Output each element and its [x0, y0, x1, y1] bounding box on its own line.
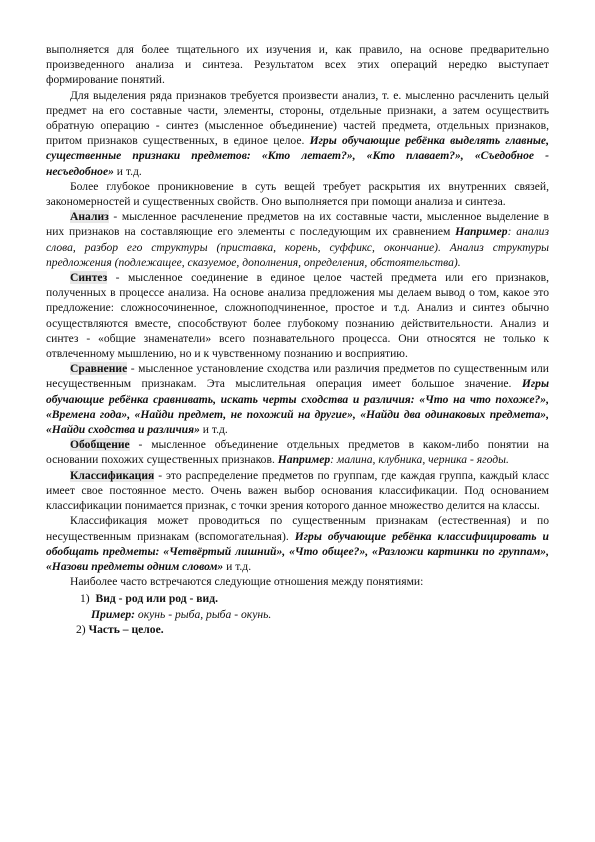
list-item-title: Часть – целое. — [88, 622, 164, 636]
definition-text: - это распределение предметов по группам, где каждая группа, каждый класс имеет свое постоянное место. Очень важен выбор основания классификации. Под основанием классификации понимается признак, с точки зрения которого данное множество делится на классы. — [46, 468, 549, 513]
paragraph-synthesis-definition — [46, 270, 549, 361]
paragraph-text: Классификация может проводиться по существенным признакам (естественная) и по несущественным признакам (вспомогательная). — [46, 514, 549, 543]
etc-text: и т.д. — [223, 559, 252, 573]
list-number: 2) — [76, 622, 86, 636]
list-item-title: Вид - род или род - вид. — [95, 592, 218, 606]
term-synthesis: Синтез — [70, 271, 108, 285]
games-highlight: Игры обучающие ребёнка классифицировать и обобщать предметы: «Четвёртый лишний», «Что общее?», «Разложи картинки по группам», «Назови предметы одним словом» — [46, 529, 549, 573]
paragraph-generalization-definition — [46, 437, 549, 467]
example-label: Пример: — [91, 607, 136, 621]
etc-text: и т.д. — [113, 164, 142, 178]
games-highlight: Игры обучающие ребёнка сравнивать, искать черты сходства и различия: «Что на что похоже?», «Времена года», «Найди предмет, не похожий на другие», «Найди два одинаковых предмета», «Найди сходства и различия» — [46, 377, 549, 437]
paragraph-deep-insight: Более глубокое проникновение в суть вещей требует раскрытия их внутренних связей, закономерностей и существенных свойств. Оно выполняется при помощи анализа и синтеза. — [46, 179, 549, 209]
definition-text: - мысленное объединение отдельных предметов в каком-либо понятии на основании похожих существенных признаков. — [46, 438, 549, 467]
example-label: Например — [455, 225, 508, 239]
paragraph-text: Для выделения ряда признаков требуется произвести анализ, т. е. мысленно расчленить целый предмет на его составные части, элементы, стороны, отдельные признаки, а затем осуществить обратную операцию - синтез (мысленное объединение) частей предмета, отдельных признаков, притом признаков существенных, в единое целое. — [46, 88, 549, 148]
definition-text: - мысленное соединение в единое целое частей предмета или его признаков, полученных в процессе анализа. На основе анализа предложения мы делаем вывод о том, какое это предложение: сложносочиненное, сложноподчиненное, простое и т.д. Анализ и синтез обычно осуществляются вместе, способствуют более глубокому познанию действительности. Анализ и синтез - «общие знаменатели» всего познавательного процесса. Они относятся не только к отвлеченному мышлению, но и к чувственному познанию и восприятию. — [46, 271, 549, 361]
term-comparison: Сравнение — [70, 362, 128, 376]
games-highlight: Игры обучающие ребёнка выделять главные, существенные признаки предметов: «Кто летает?», «Кто плавает?», «Съедобное - несъедобное» — [46, 134, 549, 178]
term-analysis: Анализ — [70, 210, 109, 224]
list-number: 1) — [80, 592, 90, 606]
etc-text: и т.д. — [199, 423, 228, 437]
paragraph-classification-definition — [46, 468, 549, 514]
example-text: : малина, клубника, черника - ягоды. — [330, 453, 509, 467]
paragraph-comparison-definition — [46, 361, 549, 437]
list-item-example — [46, 607, 549, 622]
example-label: Например — [277, 453, 331, 467]
paragraph-intro: выполняется для более тщательного их изучения и, как правило, на основе предварительно произведенного анализа и синтеза. Результатом всех этих операций нередко выступает формирование понятий. — [46, 43, 549, 87]
paragraph-analysis-synthesis — [46, 88, 549, 179]
list-item — [46, 622, 549, 637]
definition-text: - мысленное расчленение предметов на их составные части, мысленное выделение в них признаков на составляющие его элементы с последующим их сравнением — [46, 210, 549, 239]
paragraph-classification-types — [46, 513, 549, 574]
relations-list — [46, 591, 549, 637]
term-generalization: Обобщение — [70, 438, 130, 452]
example-text: : анализ слова, разбор его структуры (приставка, корень, суффикс, окончание). Анализ структуры предложения (подлежащее, сказуемое, дополнения, определения, обстоятельства). — [46, 225, 549, 269]
paragraph-relations-intro: Наиболее часто встречаются следующие отношения между понятиями: — [70, 575, 424, 589]
paragraph-analysis-definition — [46, 209, 549, 270]
definition-text: - мысленное установление сходства или различия предметов по существенным или несущественным признакам. Эта мыслительная операция имеет большое значение. — [46, 362, 549, 391]
term-classification: Классификация — [70, 468, 155, 482]
example-text: окунь - рыба, рыба - окунь. — [135, 607, 272, 621]
list-item — [46, 591, 549, 606]
